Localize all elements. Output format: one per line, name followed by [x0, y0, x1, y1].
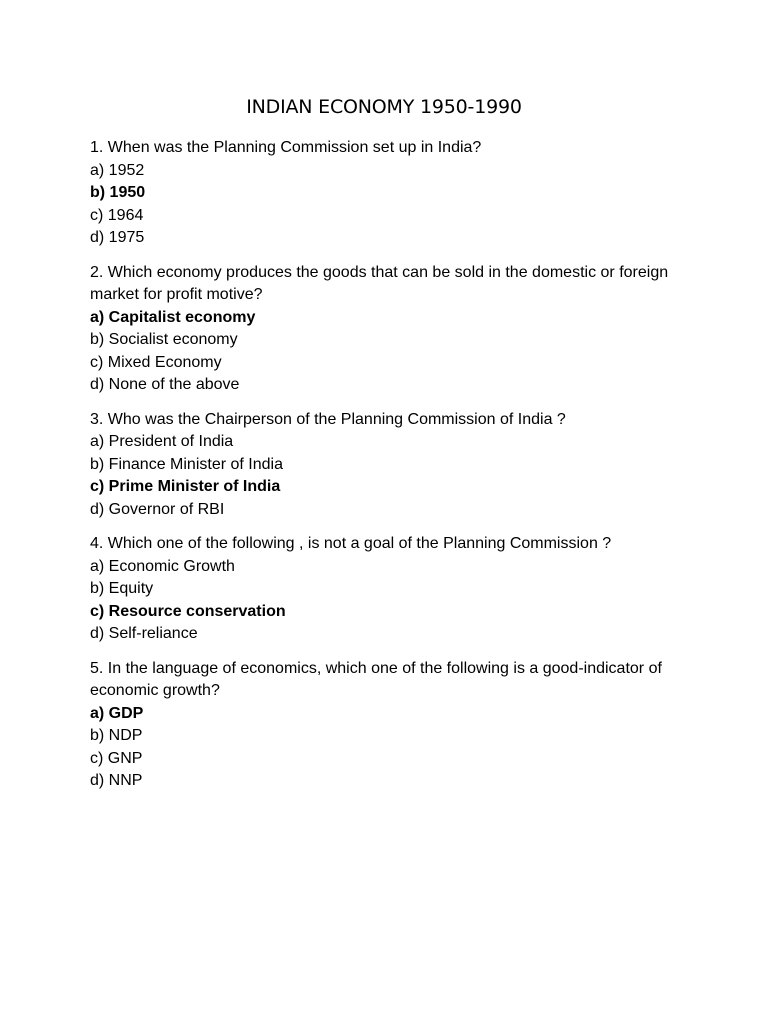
- correct-answer-option: b) 1950: [90, 184, 146, 201]
- answer-option: a) 1952: [90, 161, 145, 179]
- question-text: 3. Who was the Chairperson of the Planning Commission of India ?: [90, 410, 566, 428]
- answer-option: b) Socialist economy: [90, 331, 238, 348]
- question-5: [90, 658, 690, 793]
- answer-option: c) GNP: [90, 749, 143, 767]
- answer-option: b) Finance Minister of India: [90, 455, 283, 473]
- question-4: [90, 533, 690, 646]
- question-text: 1. When was the Planning Commission set up in India?: [90, 139, 482, 156]
- page-title: INDIAN ECONOMY 1950-1990: [246, 96, 522, 118]
- question-1: [90, 137, 690, 250]
- answer-option: c) Mixed Economy: [90, 353, 222, 371]
- answer-option: c) 1964: [90, 206, 144, 224]
- question-list: [90, 137, 690, 805]
- answer-option: d) Governor of RBI: [90, 500, 225, 518]
- answer-option: d) 1975: [90, 229, 145, 246]
- answer-option: b) Equity: [90, 580, 154, 597]
- correct-answer-option: a) Capitalist economy: [90, 308, 256, 326]
- question-3: [90, 409, 690, 522]
- answer-option: a) Economic Growth: [90, 557, 235, 575]
- answer-option: d) Self-reliance: [90, 625, 198, 642]
- correct-answer-option: c) Prime Minister of India: [90, 478, 281, 495]
- question-text: 4. Which one of the following , is not a goal of the Planning Commission ?: [90, 535, 612, 552]
- answer-option: d) NNP: [90, 772, 143, 789]
- correct-answer-option: a) GDP: [90, 704, 144, 722]
- question-text: 5. In the language of economics, which one of the following is a good-indicator of economic growth?: [90, 659, 662, 699]
- question-2: [90, 262, 690, 397]
- answer-option: a) President of India: [90, 433, 234, 450]
- question-text: 2. Which economy produces the goods that can be sold in the domestic or foreign market for profit motive?: [90, 263, 669, 303]
- answer-option: d) None of the above: [90, 376, 240, 393]
- correct-answer-option: c) Resource conservation: [90, 602, 286, 620]
- answer-option: b) NDP: [90, 727, 143, 744]
